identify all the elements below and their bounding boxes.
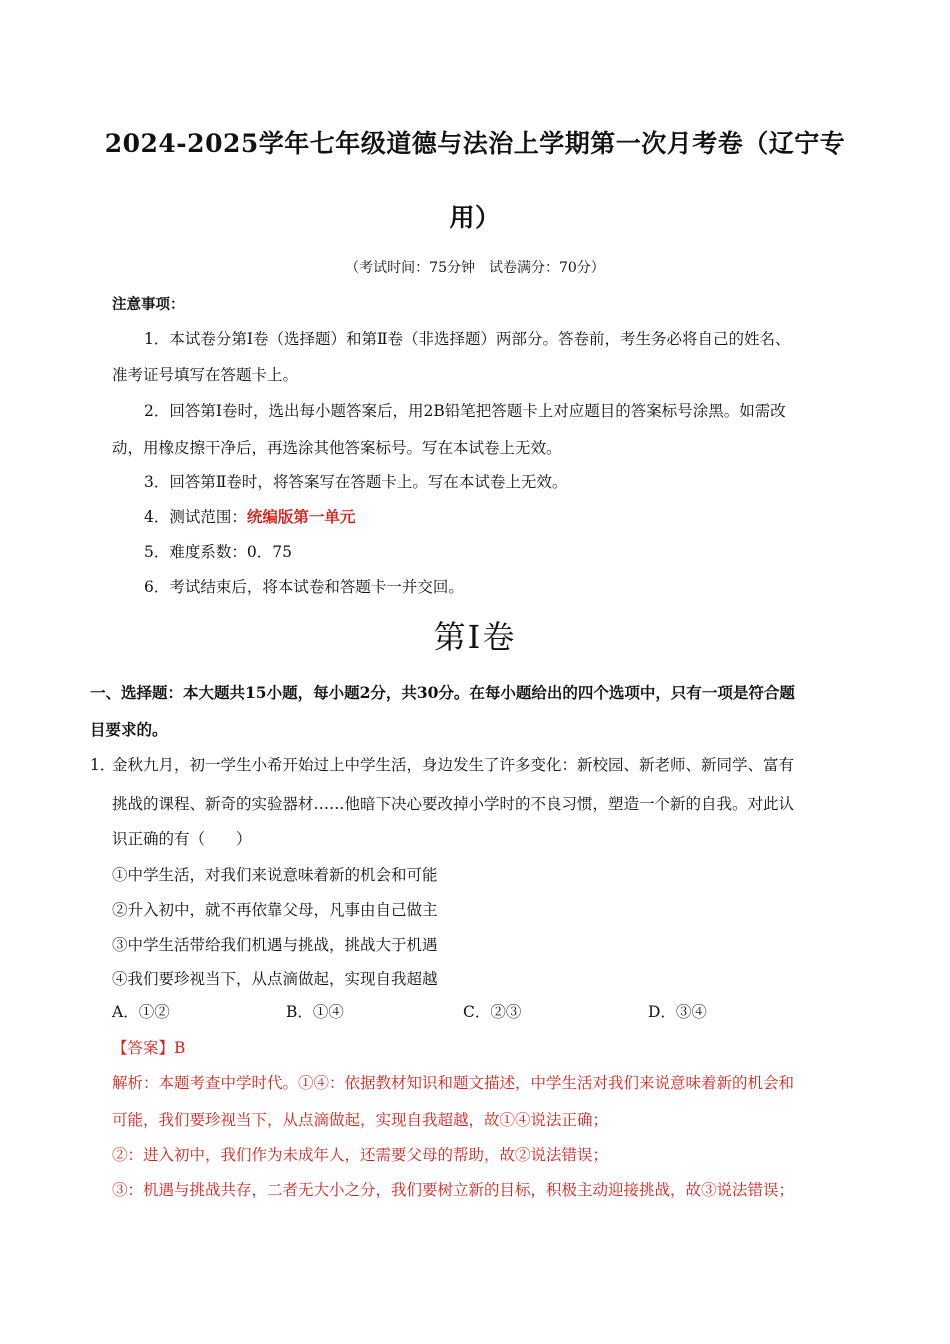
explanation-2: 可能，我们要珍视当下，从点滴做起，实现自我超越，故①④说法正确； xyxy=(112,1111,609,1129)
test-scope: 统编版第一单元 xyxy=(246,507,356,526)
option-b: B．①④ xyxy=(286,1003,344,1021)
option-a: A．①② xyxy=(112,1003,170,1021)
note-6: 6．考试结束后，将本试卷和答题卡一并交回。 xyxy=(144,578,464,596)
explanation-1: 解析：本题考查中学时代。①④：依据教材知识和题文描述，中学生活对我们来说意味着新的机会和 xyxy=(112,1074,795,1092)
note-3: 3．回答第Ⅱ卷时，将答案写在答题卡上。写在本试卷上无效。 xyxy=(144,473,568,491)
exam-info: （考试时间：75分钟 试卷满分：70分） xyxy=(345,260,605,276)
section-heading-cont: 目要求的。 xyxy=(90,720,168,739)
option-d: D．③④ xyxy=(648,1003,707,1021)
note-2: 2．回答第Ⅰ卷时，选出每小题答案后，用2B铅笔把答题卡上对应题目的答案标号涂黑。如需改 xyxy=(144,402,786,420)
doc-title-line1: 2024-2025学年七年级道德与法治上学期第一次月考卷（辽宁专 xyxy=(104,129,846,158)
doc-title-line2: 用） xyxy=(449,203,501,232)
note-5: 5．难度系数：0．75 xyxy=(144,543,292,561)
section-title: 第Ⅰ卷 xyxy=(433,618,517,656)
statement-2: ②升入初中，就不再依靠父母，凡事由自己做主 xyxy=(112,901,438,919)
note-4 xyxy=(144,505,355,527)
statement-1: ①中学生活，对我们来说意味着新的机会和可能 xyxy=(112,866,438,884)
explanation-3: ②：进入初中，我们作为未成年人，还需要父母的帮助，故②说法错误； xyxy=(112,1146,609,1164)
answer: 【答案】B xyxy=(112,1039,186,1057)
question-stem-cont: 挑战的课程、新奇的实验器材……他暗下决心要改掉小学时的不良习惯，塑造一个新的自我。对此认 xyxy=(112,795,795,813)
notes-heading: 注意事项： xyxy=(112,296,185,313)
explanation-4: ③：机遇与挑战共存，二者无大小之分，我们要树立新的目标，积极主动迎接挑战，故③说法错误； xyxy=(112,1181,795,1199)
question-number: 1． xyxy=(90,756,116,774)
note-2-cont: 动，用橡皮擦干净后，再选涂其他答案标号。写在本试卷上无效。 xyxy=(112,439,562,457)
statement-3: ③中学生活带给我们机遇与挑战，挑战大于机遇 xyxy=(112,936,438,954)
option-c: C．②③ xyxy=(463,1003,522,1021)
note-1: 1．本试卷分第Ⅰ卷（选择题）和第Ⅱ卷（非选择题）两部分。答卷前，考生务必将自己的姓名、 xyxy=(144,330,791,348)
question-stem: 金秋九月，初一学生小希开始过上中学生活，身边发生了许多变化：新校园、新老师、新同学、富有 xyxy=(112,756,795,774)
statement-4: ④我们要珍视当下，从点滴做起，实现自我超越 xyxy=(112,970,438,988)
section-heading: 一、选择题：本大题共15小题，每小题2分，共30分。在每小题给出的四个选项中，只有一项是符合题 xyxy=(90,683,795,702)
question-stem-end: 识正确的有（ ） xyxy=(112,830,252,848)
note-4-label: 4．测试范围： xyxy=(144,508,247,526)
note-1-cont: 准考证号填写在答题卡上。 xyxy=(112,366,299,384)
